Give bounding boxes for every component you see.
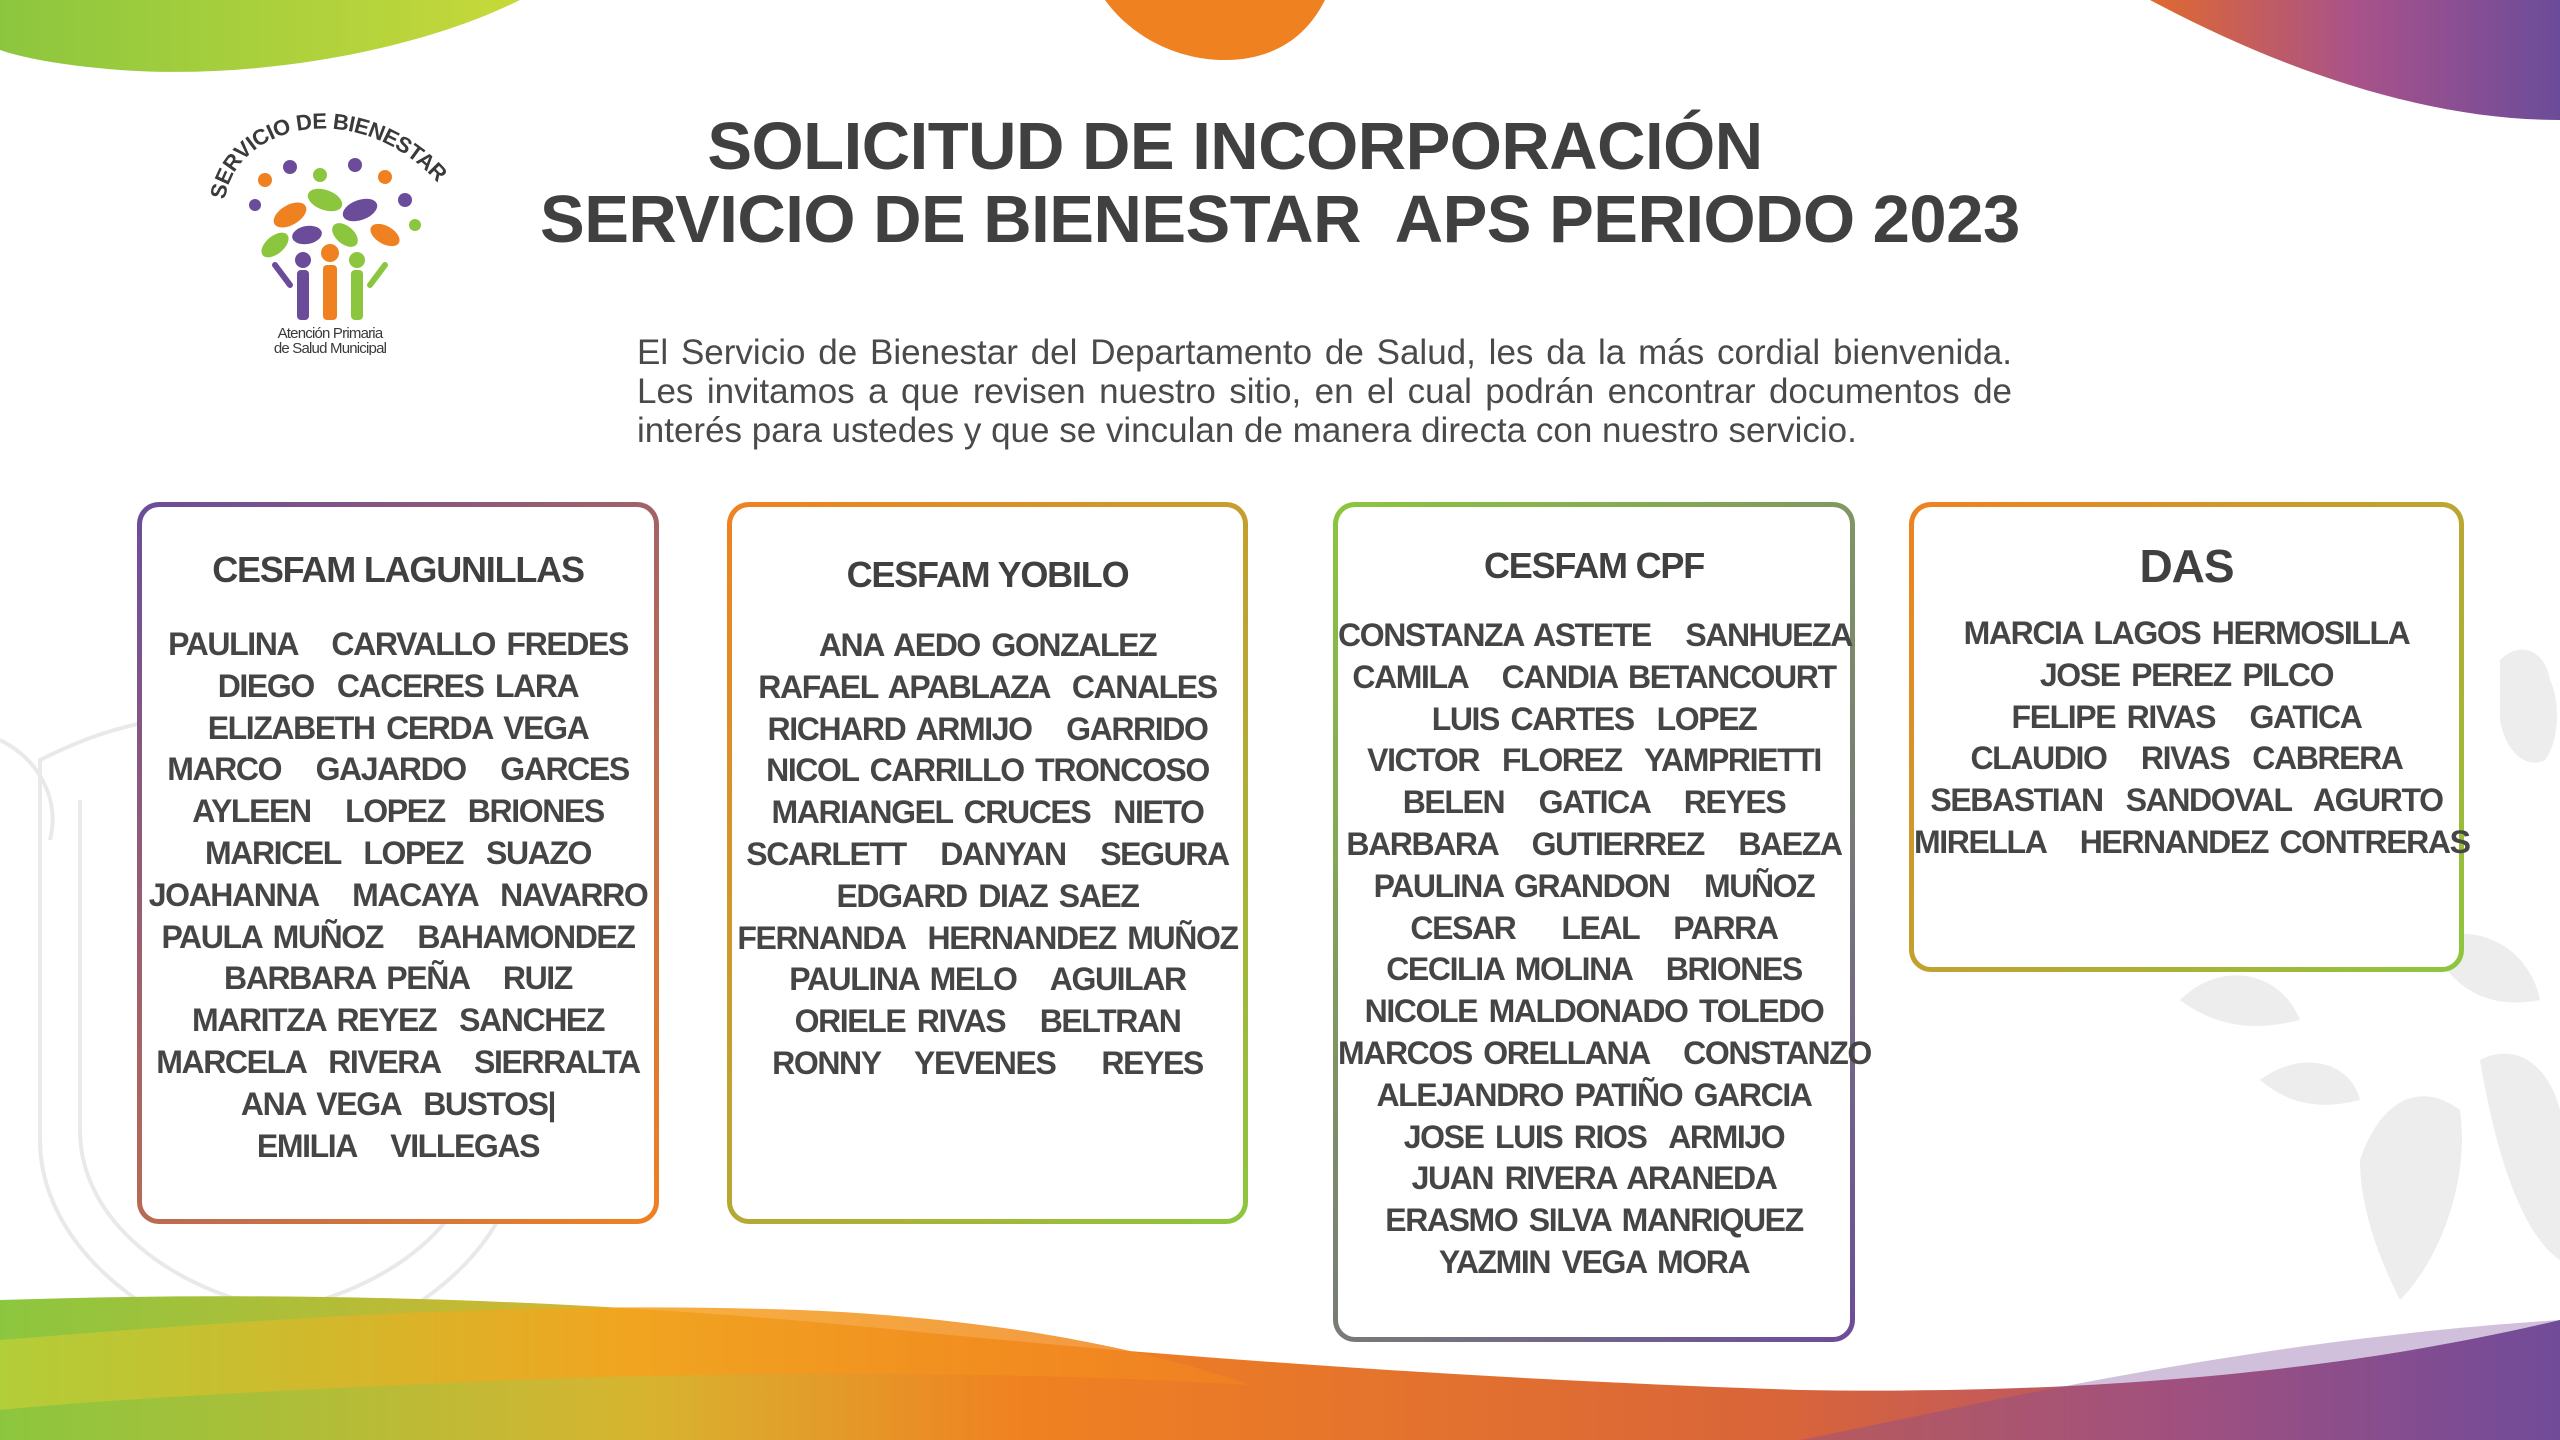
svg-text:SERVICIO DE BIENESTAR	[205, 108, 452, 201]
list-item: CAMILA CANDIA BETANCOURT	[1352, 658, 1836, 695]
name-list	[1914, 613, 2470, 864]
intro-paragraph: El Servicio de Bienestar del Departamento de Salud, les da la más cordial bienvenida. Les invitamos a que revisen nuestro sitio, en el cual podrán encontrar documentos de interés para ustedes y que se vinculan de manera directa con nuestro servicio.	[637, 333, 2012, 450]
card-cesfam-lagunillas	[137, 502, 659, 1224]
name-list	[732, 625, 1243, 1085]
list-item: PAULINA GRANDON MUÑOZ	[1373, 867, 1815, 904]
card-das	[1909, 502, 2470, 972]
list-item: MARICEL LOPEZ SUAZO	[204, 834, 592, 871]
top-center-blob	[1105, 0, 1325, 60]
list-item: LUIS CARTES LOPEZ	[1431, 700, 1757, 737]
service-logo	[195, 85, 465, 355]
card-cesfam-yobilo	[727, 502, 1248, 1224]
list-item: CLAUDIO RIVAS CABRERA	[1970, 740, 2403, 777]
list-item: MARCIA LAGOS HERMOSILLA	[1963, 615, 2410, 651]
list-item: ALEJANDRO PATIÑO GARCIA	[1376, 1076, 1812, 1113]
list-item: MARCOS ORELLANA CONSTANZO	[1338, 1034, 1871, 1071]
list-item: JOSE PEREZ PILCO	[2039, 656, 2334, 693]
title-line-2: SERVICIO DE BIENESTAR APS PERIODO 2023	[540, 182, 2020, 257]
card-title: CESFAM LAGUNILLAS	[212, 549, 584, 590]
list-item: MARCELA RIVERA SIERRALTA	[156, 1043, 640, 1080]
page-title	[540, 109, 2020, 257]
logo-arc-text: SERVICIO DE BIENESTAR	[205, 108, 452, 201]
top-right-swoosh	[2150, 0, 2560, 120]
list-item: CONSTANZA ASTETE SANHUEZA	[1338, 617, 1852, 653]
list-item: DIEGO CACERES LARA	[217, 667, 579, 704]
list-item: YAZMIN VEGA MORA	[1438, 1243, 1750, 1280]
list-item: NICOL CARRILLO TRONCOSO	[766, 752, 1209, 789]
list-item: FELIPE RIVAS GATICA	[2011, 698, 2362, 735]
bottom-right-curve	[1800, 1320, 2560, 1440]
list-item: NICOLE MALDONADO TOLEDO	[1364, 993, 1824, 1030]
logo-subtitle-2: de Salud Municipal	[273, 340, 387, 355]
list-item: JOAHANNA MACAYA NAVARRO	[148, 876, 648, 913]
top-left-swoosh	[0, 0, 520, 72]
name-list	[1338, 615, 1871, 1284]
name-list	[142, 624, 654, 1167]
list-item: SCARLETT DANYAN SEGURA	[746, 835, 1229, 872]
list-item: PAULINA MELO AGUILAR	[789, 961, 1186, 998]
list-item: RONNY YEVENES REYES	[772, 1044, 1203, 1081]
logo-subtitle-1: Atención Primaria	[277, 325, 383, 342]
list-item: JOSE LUIS RIOS ARMIJO	[1403, 1118, 1785, 1155]
tree-of-people-icon	[195, 85, 465, 355]
bottom-band-highlight	[0, 1307, 1250, 1410]
list-item: CECILIA MOLINA BRIONES	[1386, 951, 1802, 988]
card-title: CESFAM YOBILO	[846, 554, 1129, 595]
list-item: RAFAEL APABLAZA CANALES	[758, 668, 1217, 705]
list-item: EMILIA VILLEGAS	[256, 1127, 540, 1164]
bottom-band	[0, 1296, 2560, 1440]
list-item: ELIZABETH CERDA VEGA	[207, 709, 589, 746]
list-item: EDGARD DIAZ SAEZ	[836, 877, 1139, 914]
list-item: PAULINA CARVALLO FREDES	[168, 626, 628, 662]
card-title: CESFAM CPF	[1483, 545, 1704, 586]
list-item: AYLEEN LOPEZ BRIONES	[192, 793, 604, 830]
list-item: JUAN RIVERA ARANEDA	[1411, 1160, 1777, 1197]
list-item: VICTOR FLOREZ YAMPRIETTI	[1367, 742, 1821, 779]
list-item: ORIELE RIVAS BELTRAN	[794, 1003, 1181, 1040]
list-item: MARITZA REYEZ SANCHEZ	[191, 1002, 604, 1039]
list-item: ANA VEGA BUSTOS|	[240, 1085, 556, 1122]
card-cesfam-cpf	[1333, 502, 1871, 1342]
list-item: BARBARA GUTIERREZ BAEZA	[1346, 825, 1842, 862]
list-item: MARIANGEL CRUCES NIETO	[771, 794, 1204, 831]
list-item: BELEN GATICA REYES	[1402, 784, 1786, 821]
list-item: FERNANDA HERNANDEZ MUÑOZ	[737, 919, 1238, 956]
card-title: DAS	[2139, 540, 2234, 592]
list-item: BARBARA PEÑA RUIZ	[224, 960, 572, 997]
list-item: ANA AEDO GONZALEZ	[818, 627, 1157, 663]
list-item: CESAR LEAL PARRA	[1410, 909, 1778, 946]
list-item: RICHARD ARMIJO GARRIDO	[767, 710, 1208, 747]
list-item: MIRELLA HERNANDEZ CONTRERAS	[1914, 823, 2470, 860]
list-item: ERASMO SILVA MANRIQUEZ	[1385, 1202, 1803, 1239]
list-item: MARCO GAJARDO GARCES	[167, 751, 629, 788]
title-line-1: SOLICITUD DE INCORPORACIÓN	[707, 109, 1763, 184]
list-item: PAULA MUÑOZ BAHAMONDEZ	[161, 918, 635, 955]
list-item: SEBASTIAN SANDOVAL AGURTO	[1930, 782, 2443, 819]
